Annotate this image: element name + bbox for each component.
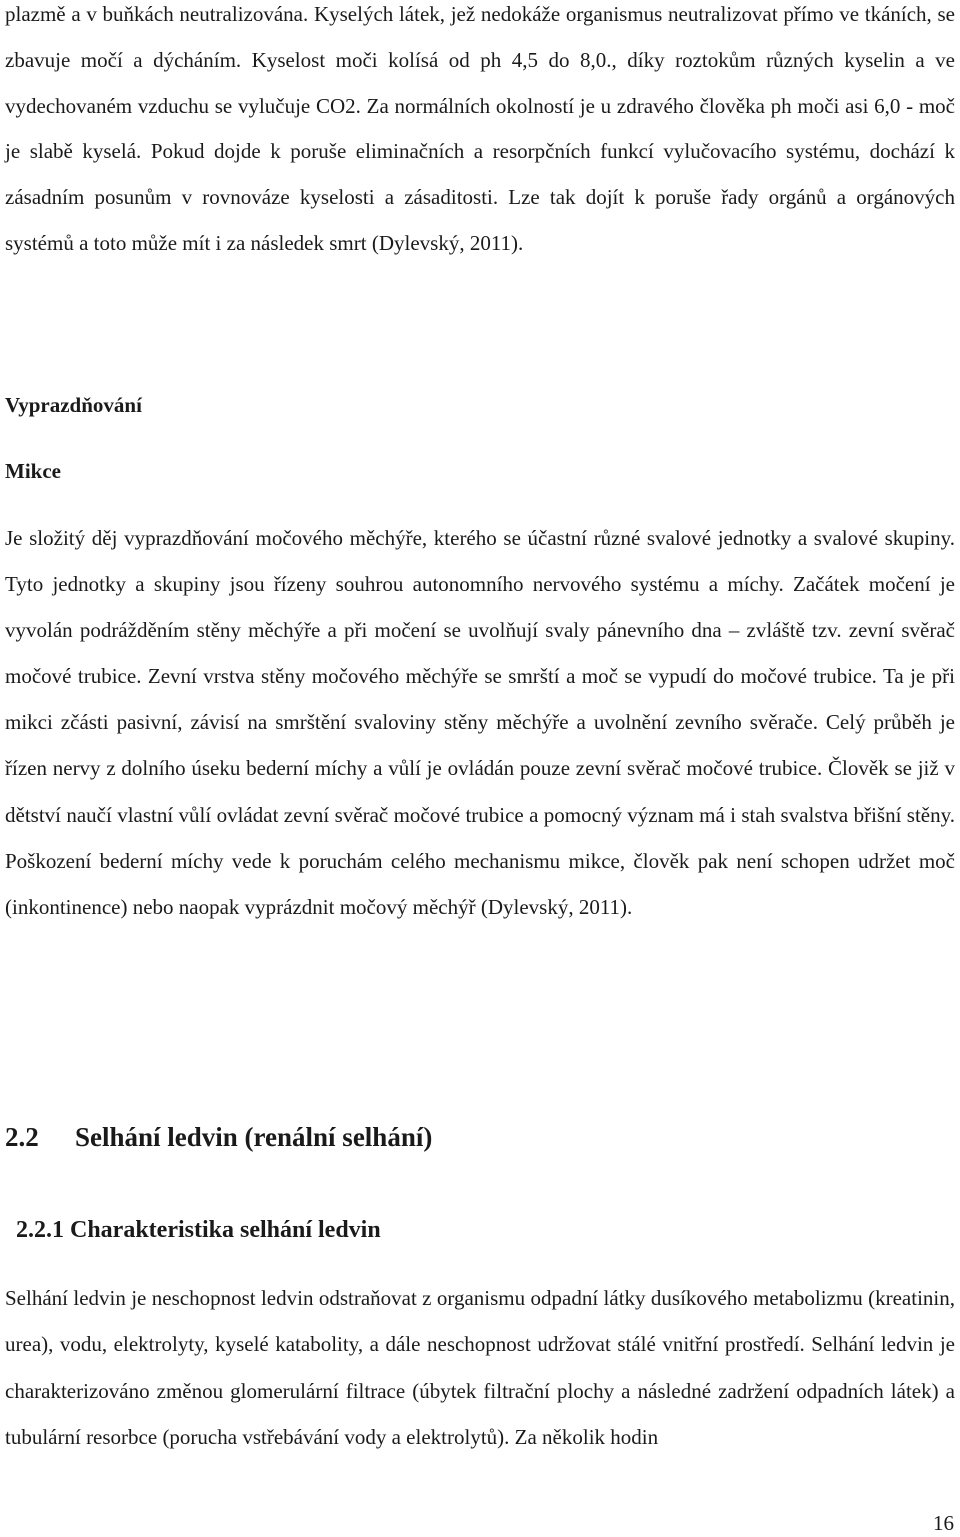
paragraph-selhani: Selhání ledvin je neschopnost ledvin odstraňovat z organismu odpadní látky dusíkového metabolizmu (kreatinin, urea), vodu, elektrolyty, kyselé katabolity, a dále neschopnost udržovat stálé vnitřní prostředí. Selhání ledvin je charakterizováno změnou glomerulární filtrace (úbytek filtrační plochy a následné zadržení odpadních látek) a tubulární resorbce (porucha vstřebávání vody a elektrolytů). Za několik hodin: [5, 1286, 955, 1450]
section-number: 2.2: [5, 1122, 39, 1152]
section-heading: [5, 1119, 432, 1155]
section-title: Selhání ledvin (renální selhání): [75, 1122, 433, 1152]
paragraph-mikce: Je složitý děj vyprazdňování močového měchýře, kterého se účastní různé svalové jednotky a svalové skupiny. Tyto jednotky a skupiny jsou řízeny souhrou autonomního nervového systému a míchy. Začátek močení je vyvolán podrážděním stěny měchýře a při močení se uvolňují svaly pánevního dna – zvláště tzv. zevní svěrač močové trubice. Zevní vrstva stěny močového měchýře se smrští a moč se vypudí do močové trubice. Ta je při mikci zčásti pasivní, závisí na smrštění svaloviny stěny měchýře a uvolnění zevního svěrače. Celý průběh je řízen nervy z dolního úseku bederní míchy a vůlí je ovládán pouze zevní svěrač močové trubice. Člověk se již v dětství naučí vlastní vůlí ovládat zevní svěrač močové trubice a pomocný význam má i stah svalstva břišní stěny. Poškození bederní míchy vede k poruchám celého mechanismu mikce, člověk pak není schopen udržet moč (inkontinence) nebo naopak vyprázdnit močový měchýř (Dylevský, 2011).: [5, 526, 955, 919]
heading-mikce: Mikce: [5, 459, 61, 483]
subsection-heading: 2.2.1 Charakteristika selhání ledvin: [16, 1217, 381, 1243]
page-number: 16: [933, 1511, 954, 1535]
paragraph-acidity: plazmě a v buňkách neutralizována. Kyselých látek, jež nedokáže organismus neutralizovat přímo ve tkáních, se zbavuje močí a dýcháním. Kyselost moči kolísá od ph 4,5 do 8,0., díky roztokům různých kyselin a ve vydechovaném vzduchu se vylučuje CO2. Za normálních okolností je u zdravého člověka ph moči asi 6,0 - moč je slabě kyselá. Pokud dojde k poruše eliminačních a resorpčních funkcí vylučovacího systému, dochází k zásadním posunům v rovnováze kyselosti a zásaditosti. Lze tak dojít k poruše řady orgánů a orgánových systémů a toto může mít i za následek smrt (Dylevský, 2011).: [5, 2, 955, 255]
heading-vyprazdnovani: Vyprazdňování: [5, 393, 142, 417]
